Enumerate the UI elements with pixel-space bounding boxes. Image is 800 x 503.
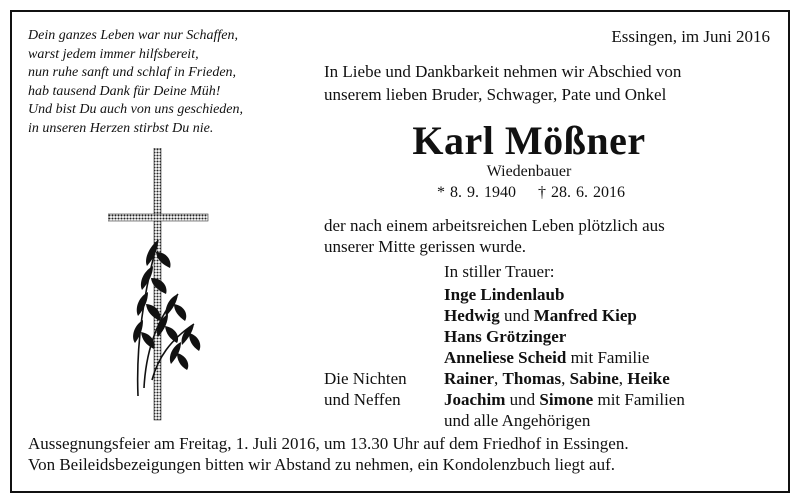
mourner-line (444, 284, 685, 305)
mourner-line: Rainer, Thomas, Sabine, Heike (444, 369, 670, 388)
intro-line: In Liebe und Dankbarkeit nehmen wir Abschied von (324, 62, 682, 81)
intro-text (324, 60, 681, 106)
mourner-name: Simone (539, 390, 594, 409)
description-text (324, 215, 665, 257)
mourner-line (444, 326, 685, 347)
mourner-name: Anneliese Scheid (444, 348, 567, 367)
memorial-poem (28, 27, 243, 139)
footer-line: Von Beileidsbezeigungen bitten wir Abstand zu nehmen, ein Kondolenzbuch liegt auf. (28, 455, 615, 474)
profession: Wiedenbauer (486, 163, 572, 180)
death-date: † 28. 6. 2016 (538, 184, 625, 201)
description-line: der nach einem arbeitsreichen Leben plötzlich aus (324, 216, 665, 235)
intro-line: unserem lieben Bruder, Schwager, Pate und Onkel (324, 85, 667, 104)
cross-with-wheat-icon (108, 148, 228, 426)
relatives-line: und Neffen (324, 390, 401, 409)
obituary-notice (10, 10, 790, 493)
poem-line: warst jedem immer hilfsbereit, (28, 46, 199, 62)
mourner-suffix: mit Familie (566, 348, 650, 367)
funeral-info (28, 433, 629, 475)
mourning-label: In stiller Trauer: (444, 262, 555, 281)
life-dates (437, 184, 625, 202)
mourner-name: Hans Grötzinger (444, 327, 567, 346)
description-line: unserer Mitte gerissen wurde. (324, 237, 527, 256)
mourner-suffix: mit Familien (593, 390, 685, 409)
mourners-list (444, 284, 685, 431)
poem-line: Und bist Du auch von uns geschieden, (28, 102, 244, 118)
mourner-name: Heike (627, 369, 670, 388)
place-date: Essingen, im Juni 2016 (611, 27, 770, 46)
relatives-line: Die Nichten (324, 369, 407, 388)
mourner-name: Sabine (569, 369, 619, 388)
conjunction: und (499, 306, 534, 325)
mourner-name: Inge Lindenlaub (444, 285, 565, 304)
poem-line: hab tausend Dank für Deine Müh! (28, 83, 221, 99)
mourner-line (444, 347, 685, 368)
birth-date: * 8. 9. 1940 (437, 184, 516, 201)
relatives-label (324, 368, 407, 410)
mourner-line (444, 389, 685, 410)
deceased-name: Karl Mößner (412, 118, 646, 163)
poem-line: in unseren Herzen stirbst Du nie. (28, 120, 214, 136)
mourner-line (444, 305, 685, 326)
mourner-name: Rainer (444, 369, 495, 388)
mourner-name: Hedwig (444, 306, 500, 325)
poem-line: Dein ganzes Leben war nur Schaffen, (28, 28, 238, 43)
mourner-line: und alle Angehörigen (444, 411, 591, 430)
poem-line: nun ruhe sanft und schlaf in Frieden, (28, 65, 237, 81)
mourner-name: Thomas (502, 369, 562, 388)
mourner-name: Joachim (444, 390, 506, 409)
footer-line: Aussegnungsfeier am Freitag, 1. Juli 2016, um 13.30 Uhr auf dem Friedhof in Essingen. (28, 434, 629, 453)
mourner-name: Manfred Kiep (533, 306, 637, 325)
conjunction: und (505, 390, 540, 409)
